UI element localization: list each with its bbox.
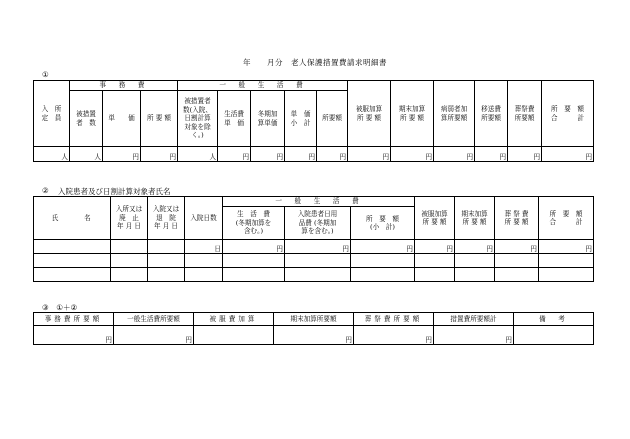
unit-cell: 円 <box>434 326 514 345</box>
header-byojakusha-kasan: 病弱者加 算所要額 <box>434 81 475 147</box>
unit-cell: 円 <box>223 240 285 254</box>
section2-table <box>33 196 594 282</box>
header-seikatsuhi: 生 活 費 (冬期加算を 含む。) <box>223 207 285 240</box>
unit-cell: 円 <box>455 240 495 254</box>
unit-cell <box>194 326 274 345</box>
section3-marker: ③ ①＋② <box>42 303 78 312</box>
header-biko: 備 考 <box>514 313 594 326</box>
unit-cell <box>34 240 111 254</box>
header-ippan-seikatsuhi-shoyo: 一般生活費所要額 <box>114 313 194 326</box>
header-tanka: 単 価 <box>103 91 141 147</box>
unit-cell: 円 <box>542 147 594 162</box>
header-nyuin-nissu: 入院日数 <box>185 197 223 240</box>
unit-cell <box>514 326 594 345</box>
unit-cell: 円 <box>351 240 415 254</box>
header-nyusho-haishi-date: 入所又は 廃 止 年 月 日 <box>111 197 148 240</box>
unit-cell: 円 <box>415 240 455 254</box>
unit-cell: 円 <box>475 147 508 162</box>
unit-cell: 円 <box>141 147 178 162</box>
section3-table <box>33 312 594 345</box>
header-seikatsuhi-tanka: 生活費 単 価 <box>218 91 251 147</box>
unit-cell: 円 <box>508 147 542 162</box>
header-group-jimuhi: 事 務 費 <box>70 81 178 91</box>
section1-data-row <box>34 147 594 162</box>
unit-cell: 円 <box>274 326 354 345</box>
header-sochihi-shoyo-kei: 措置費所要額計 <box>434 313 514 326</box>
unit-cell: 人 <box>70 147 103 162</box>
unit-cell: 人 <box>34 147 70 162</box>
header-isohi: 移送費 所要額 <box>475 81 508 147</box>
unit-cell: 円 <box>218 147 251 162</box>
header-group-ippan-seikatsuhi: 一 般 生 活 費 <box>178 81 348 91</box>
unit-cell: 円 <box>391 147 434 162</box>
unit-cell <box>111 240 148 254</box>
header-shoyogaku: 所 要 額 <box>141 91 178 147</box>
header-tanka-shokei: 単 価 小 計 <box>285 91 317 147</box>
unit-cell: 円 <box>114 326 194 345</box>
section3-data-row <box>34 326 594 345</box>
header-shoyo-shokei: 所 要 額 (小 計) <box>351 207 415 240</box>
unit-cell: 円 <box>285 147 317 162</box>
unit-cell: 円 <box>317 147 348 162</box>
section2-data-row <box>34 240 594 254</box>
section2-blank-row <box>34 254 594 268</box>
unit-cell: 円 <box>354 326 434 345</box>
header-sosaihi-shoyo: 葬祭費所要額 <box>354 313 434 326</box>
header-nyuin-taiin-date: 入院又は 退 院 年 月 日 <box>148 197 185 240</box>
page-title: 年 月分 老人保護措置費請求明細書 <box>243 58 387 67</box>
header-shimei: 氏 名 <box>34 197 111 240</box>
header-kimatsu-kasan-2: 期末加算 所 要 額 <box>455 197 495 240</box>
unit-cell: 円 <box>251 147 285 162</box>
section2-blank-row <box>34 268 594 282</box>
unit-cell: 円 <box>495 240 539 254</box>
header-hifuku-kasan: 被服加算 所 要 額 <box>348 81 391 147</box>
section1-table <box>33 80 594 162</box>
header-nyusho-teiin: 入 所 定 員 <box>34 81 70 147</box>
unit-cell: 円 <box>348 147 391 162</box>
header-sosaihi-2: 葬 祭 費 所 要 額 <box>495 197 539 240</box>
unit-cell: 人 <box>178 147 218 162</box>
section1-marker: ① <box>42 70 49 79</box>
header-toki-kasan-tanka: 冬期加 算単価 <box>251 91 285 147</box>
unit-cell: 円 <box>103 147 141 162</box>
unit-cell: 円 <box>539 240 594 254</box>
unit-cell: 日 <box>185 240 223 254</box>
header-shoyo-gokei: 所 要 額 合 計 <box>542 81 594 147</box>
header-nichiyohin: 入院患者日用 品費 (冬期加 算を含む。) <box>285 207 351 240</box>
header-shoyogaku-2: 所要額 <box>317 91 348 147</box>
header-shoyo-gokei-2: 所 要 額 合 計 <box>539 197 594 240</box>
header-hisochisha-su: 被措置 者 数 <box>70 91 103 147</box>
header-group-ippan-seikatsuhi-2: 一 般 生 活 費 <box>223 197 415 207</box>
header-hifuku-kasan-2: 被服加算 所 要 額 <box>415 197 455 240</box>
unit-cell: 円 <box>434 147 475 162</box>
header-kimatsu-kasan-shoyo: 期末加算所要額 <box>274 313 354 326</box>
unit-cell: 円 <box>34 326 114 345</box>
header-jimuhi-shoyo: 事務費所要額 <box>34 313 114 326</box>
section2-heading: 入院患者及び日割計算対象者氏名 <box>58 187 171 196</box>
unit-cell: 円 <box>285 240 351 254</box>
section2-marker: ② <box>42 186 49 195</box>
header-kimatsu-kasan: 期末加算 所 要 額 <box>391 81 434 147</box>
header-hifukuhi-kasan: 被服費加算 <box>194 313 274 326</box>
header-sosaihi: 葬祭費 所要額 <box>508 81 542 147</box>
unit-cell <box>148 240 185 254</box>
header-hisochisha-ippan: 被措置者 数(入院、 日割計算 対象を除 く。) <box>178 91 218 147</box>
